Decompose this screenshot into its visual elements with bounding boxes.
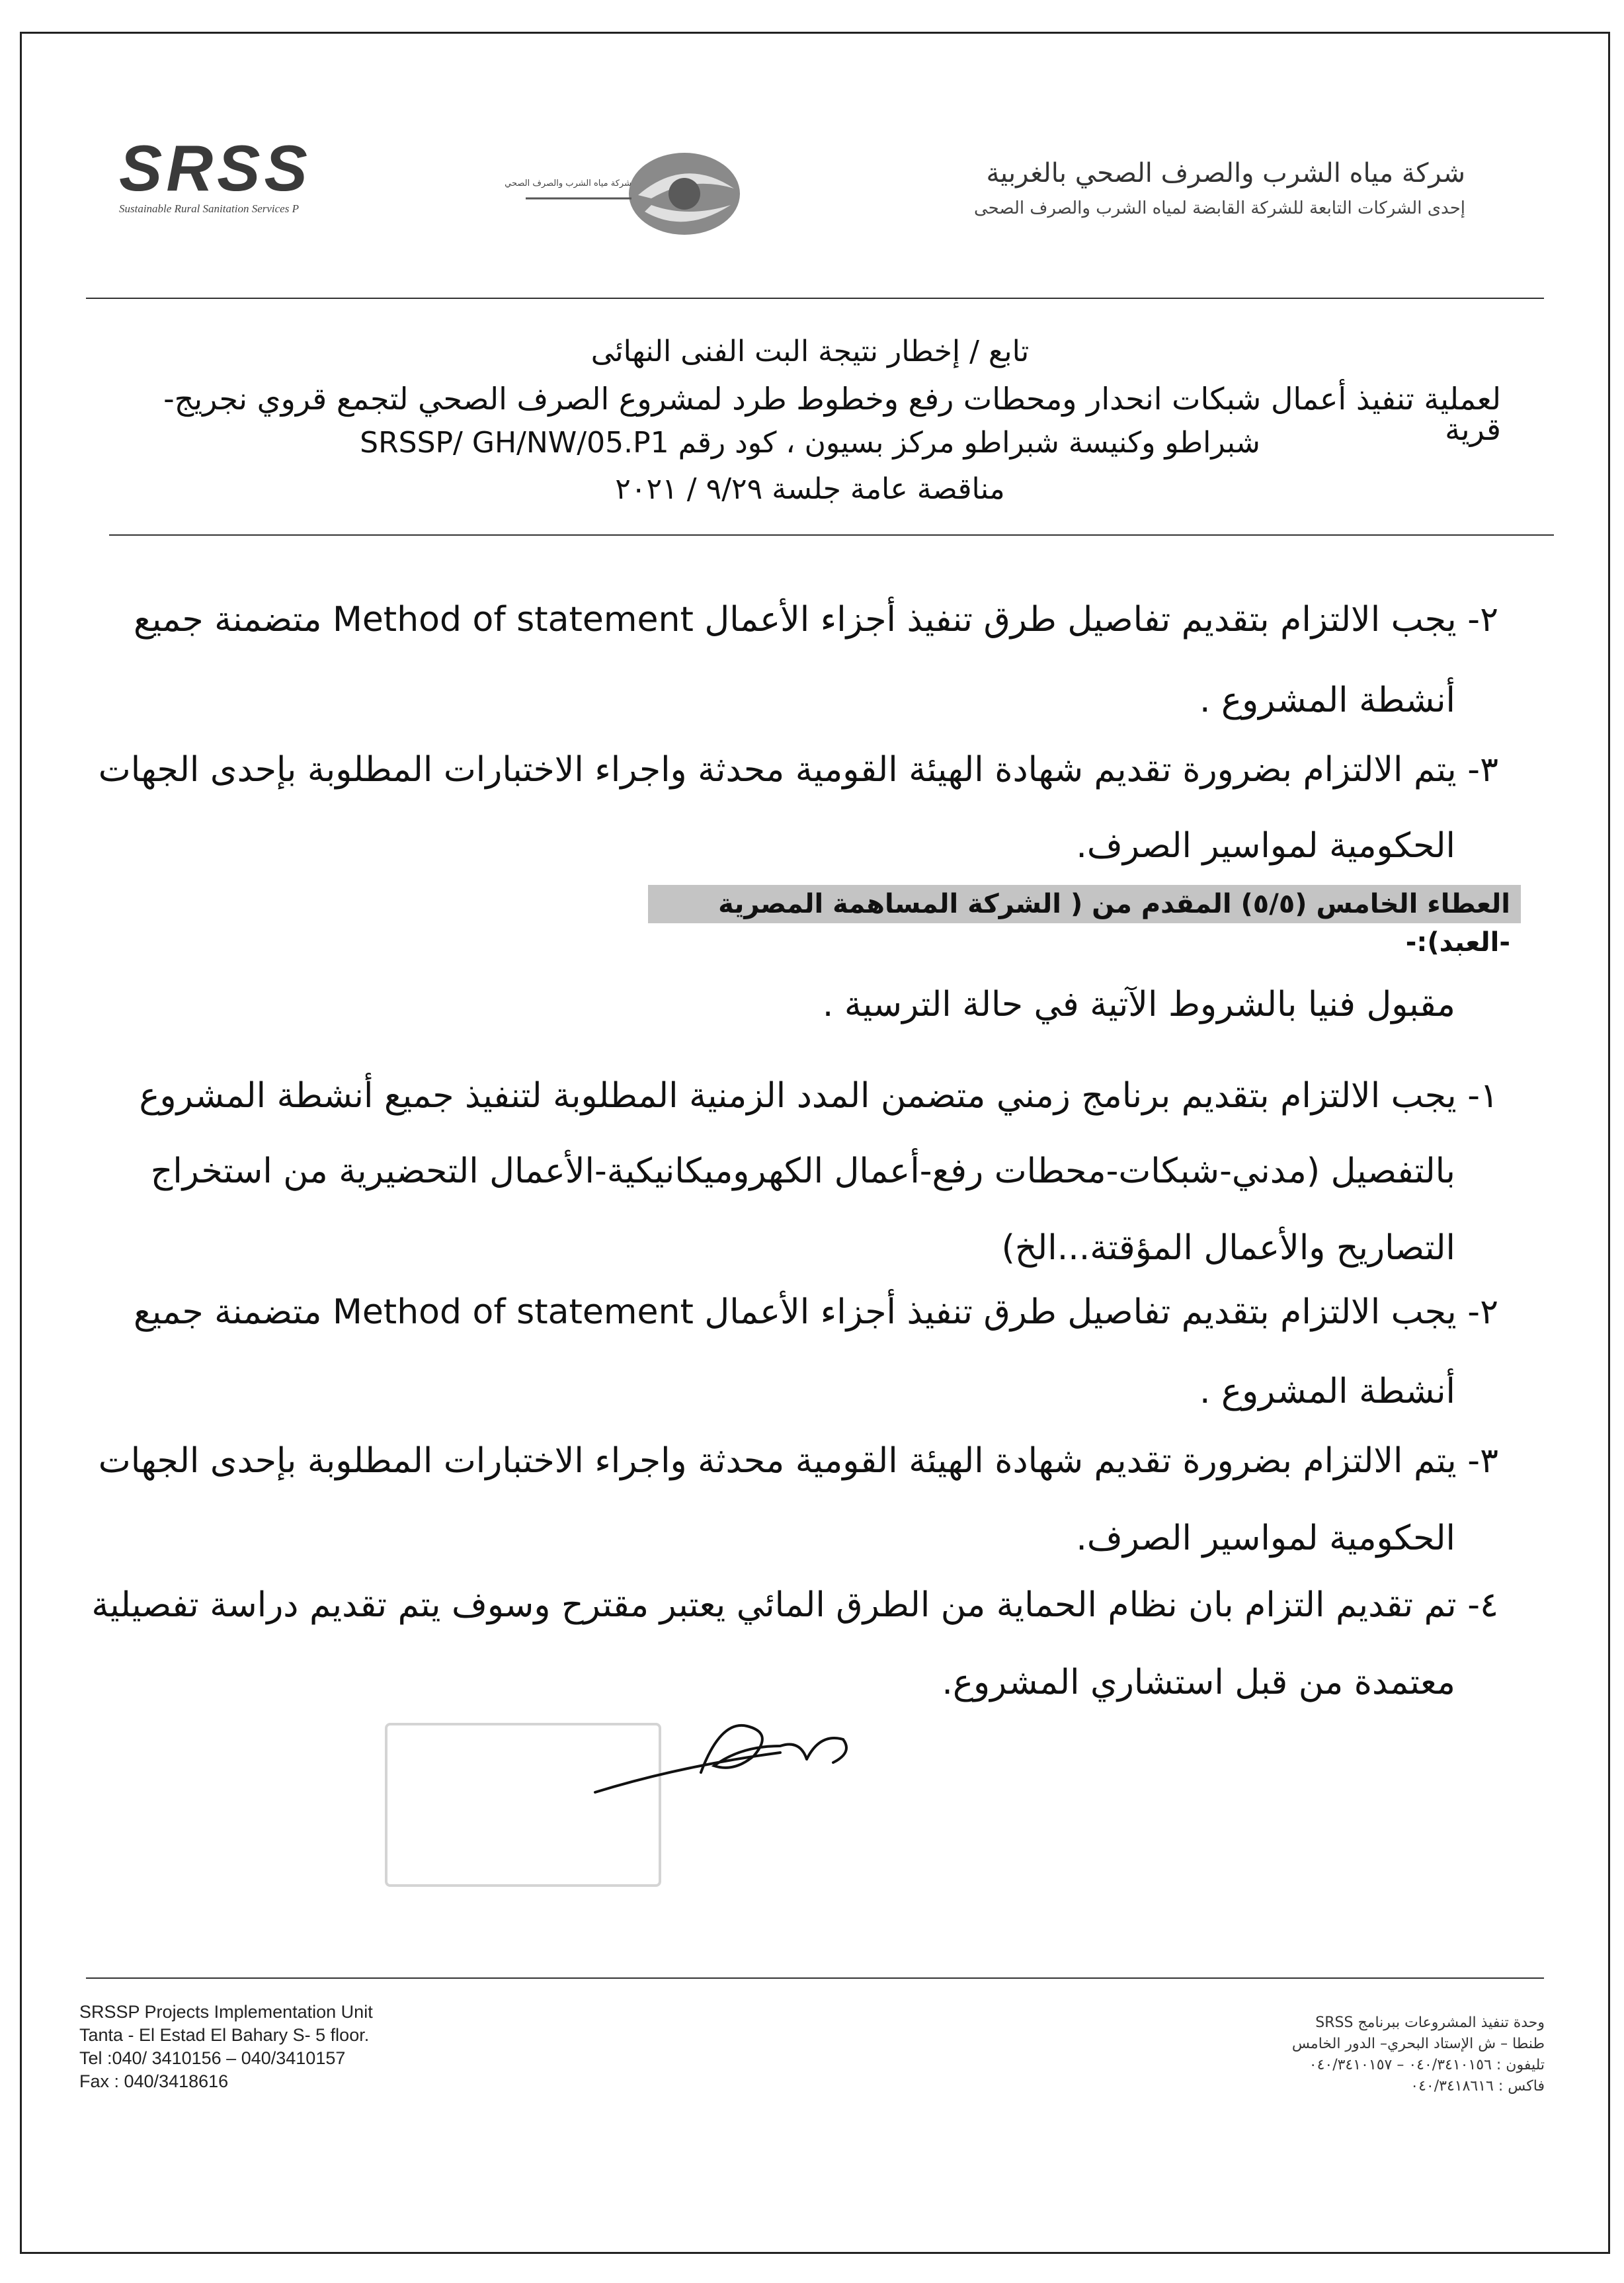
footer-arabic bbox=[1292, 2013, 1545, 2097]
paragraph-2-cont: أنشطة المشروع . bbox=[1199, 681, 1455, 720]
footer-unit: SRSSP Projects Implementation Unit bbox=[79, 2002, 373, 2022]
title-line-4: مناقصة عامة جلسة ٩/٢٩ / ٢٠٢١ bbox=[615, 472, 1005, 506]
company-name: شركة مياه الشرب والصرف الصحي بالغربية bbox=[986, 158, 1465, 188]
srss-logo-subtitle: Sustainable Rural Sanitation Services P bbox=[119, 202, 299, 215]
srss-logo: SRSS bbox=[119, 132, 311, 204]
condition-1-cont: بالتفصيل (مدني-شبكات-محطات رفع-أعمال الكهروميكانيكية-الأعمال التحضيرية من استخراج bbox=[150, 1151, 1455, 1191]
footer-unit-ar: وحدة تنفيذ المشروعات ببرنامج SRSS bbox=[1315, 2014, 1545, 2031]
condition-4: ٤- تم تقديم التزام بان نظام الحماية من الطرق المائي يعتبر مقترح وسوف يتم تقديم دراسة تفصيلية bbox=[91, 1585, 1498, 1625]
paragraph-2: ٢- يجب الالتزام بتقديم تفاصيل طرق تنفيذ أجزاء الأعمال Method of statement متضمنة جميع bbox=[134, 600, 1498, 640]
signature-icon bbox=[582, 1693, 860, 1799]
condition-4-cont: معتمدة من قبل استشاري المشروع. bbox=[942, 1663, 1455, 1702]
condition-3-cont: الحكومية لمواسير الصرف. bbox=[1076, 1518, 1455, 1558]
condition-2: ٢- يجب الالتزام بتقديم تفاصيل طرق تنفيذ أجزاء الأعمال Method of statement متضمنة جميع bbox=[134, 1292, 1498, 1332]
company-emblem-icon bbox=[505, 149, 744, 248]
footer-english bbox=[79, 2001, 373, 2093]
title-line-1: تابع / إخطار نتيجة البت الفنى النهائى bbox=[590, 335, 1030, 368]
title-divider bbox=[109, 534, 1554, 536]
footer-fax-ar: فاكس : ٠٤٠/٣٤١٨٦١٦ bbox=[1410, 2077, 1545, 2095]
emblem-caption: شركة مياه الشرب والصرف الصحي bbox=[505, 179, 631, 188]
footer-address-ar: طنطا – ش الإستاد البحري– الدور الخامس bbox=[1291, 2035, 1545, 2052]
condition-3: ٣- يتم الالتزام بضرورة تقديم شهادة الهيئة القومية محدثة واجراء الاختبارات المطلوبة بإحدى الجهات bbox=[98, 1441, 1498, 1481]
condition-1: ١- يجب الالتزام بتقديم برنامج زمني متضمن المدد الزمنية المطلوبة لتنفيذ جميع أنشطة المشروع bbox=[139, 1076, 1498, 1116]
footer-tel: Tel :040/ 3410156 – 040/3410157 bbox=[79, 2048, 346, 2069]
accepted-conditions: مقبول فنيا بالشروط الآتية في حالة الترسية . bbox=[822, 985, 1455, 1024]
section-heading: العطاء الخامس (٥/٥) المقدم من ( الشركة المساهمة المصرية -العبد):- bbox=[648, 885, 1521, 923]
title-line-2: لعملية تنفيذ أعمال شبكات انحدار ومحطات رفع وخطوط طرد لمشروع الصرف الصحي لتجمع قروي نجريج- قرية bbox=[163, 381, 1501, 447]
condition-2-cont: أنشطة المشروع . bbox=[1199, 1372, 1455, 1411]
paragraph-3-cont: الحكومية لمواسير الصرف. bbox=[1076, 826, 1455, 866]
footer-divider bbox=[86, 1977, 1544, 1979]
title-line-3: شبراطو وكنيسة شبراطو مركز بسيون ، كود رقم SRSSP/ GH/NW/05.P1 bbox=[360, 426, 1260, 460]
company-subtitle: إحدى الشركات التابعة للشركة القابضة لمياه الشرب والصرف الصحى bbox=[973, 198, 1465, 218]
footer-address: Tanta - El Estad El Bahary S- 5 floor. bbox=[79, 2025, 370, 2046]
paragraph-3: ٣- يتم الالتزام بضرورة تقديم شهادة الهيئة القومية محدثة واجراء الاختبارات المطلوبة بإحدى الجهات bbox=[98, 750, 1498, 790]
header-divider bbox=[86, 298, 1544, 299]
footer-tel-ar: تليفون : ٠٤٠/٣٤١٠١٥٦ – ٠٤٠/٣٤١٠١٥٧ bbox=[1309, 2056, 1545, 2073]
condition-1-cont2: التصاريح والأعمال المؤقتة...الخ) bbox=[1001, 1228, 1455, 1268]
footer-fax: Fax : 040/3418616 bbox=[79, 2071, 229, 2092]
